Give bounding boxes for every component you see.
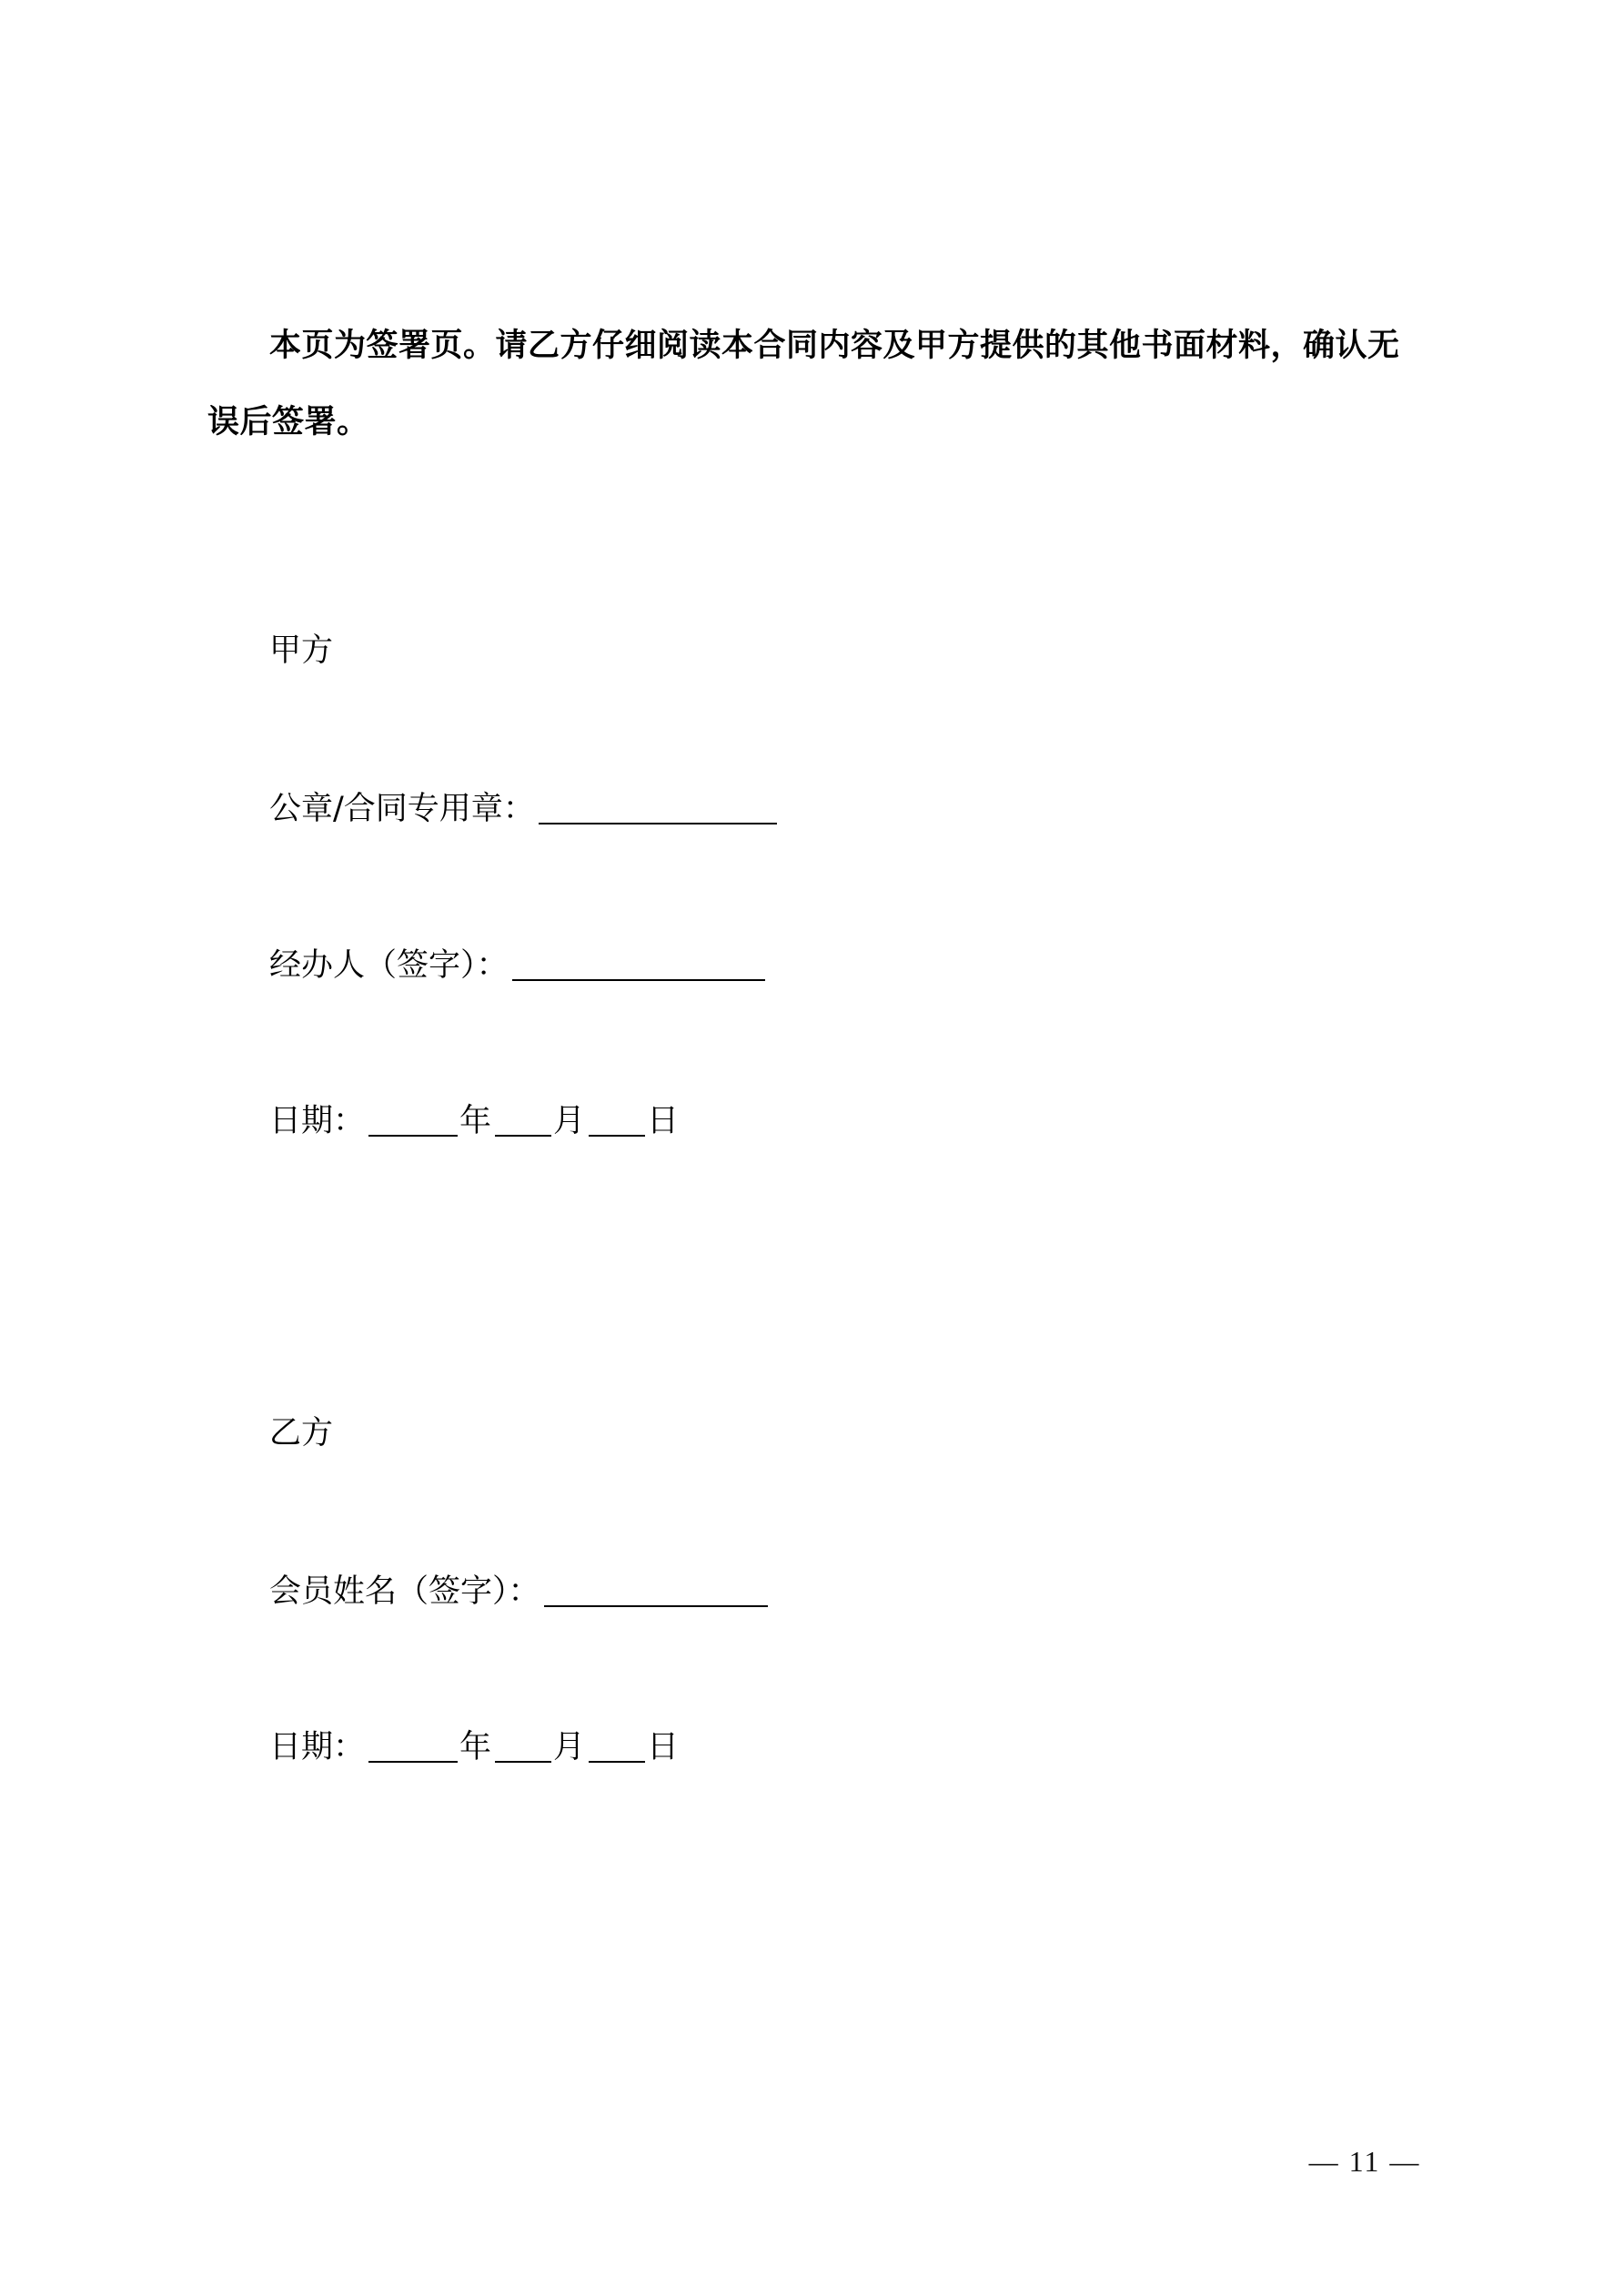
month-blank[interactable] [495, 1728, 551, 1763]
day-label: 日 [647, 1103, 680, 1139]
party-a-handler-line [269, 941, 767, 988]
date-label: 日期： [269, 1103, 366, 1139]
member-name-label: 会员姓名（签字）： [269, 1573, 540, 1610]
month-label: 月 [553, 1729, 586, 1765]
page-number: — 11 — [1308, 2145, 1421, 2178]
seal-blank[interactable] [539, 790, 777, 824]
handler-label: 经办人（签字）： [269, 947, 509, 984]
signature-page-notice: 本页为签署页。请乙方仔细阅读本合同内容及甲方提供的其他书面材料，确认无误后签署。 [207, 328, 1400, 440]
year-label: 年 [459, 1729, 492, 1765]
party-b-heading [269, 1411, 333, 1456]
party-a-date-line [269, 1097, 679, 1144]
day-label: 日 [647, 1729, 680, 1765]
month-blank[interactable] [495, 1102, 551, 1137]
month-label: 月 [553, 1103, 586, 1139]
party-b-member-line [269, 1567, 770, 1614]
party-a-heading [269, 628, 333, 673]
day-blank[interactable] [589, 1102, 645, 1137]
seal-label: 公章/合同专用章： [269, 791, 535, 827]
party-b-date-line [269, 1723, 679, 1770]
party-a-seal-line [269, 784, 779, 832]
year-label: 年 [459, 1103, 492, 1139]
member-signature-blank[interactable] [544, 1573, 768, 1607]
party-b-heading-text: 乙方 [269, 1415, 334, 1451]
year-blank[interactable] [368, 1728, 458, 1763]
year-blank[interactable] [368, 1102, 458, 1137]
party-a-heading-text: 甲方 [269, 632, 334, 669]
day-blank[interactable] [589, 1728, 645, 1763]
handler-signature-blank[interactable] [512, 946, 765, 981]
date-label: 日期： [269, 1729, 366, 1765]
